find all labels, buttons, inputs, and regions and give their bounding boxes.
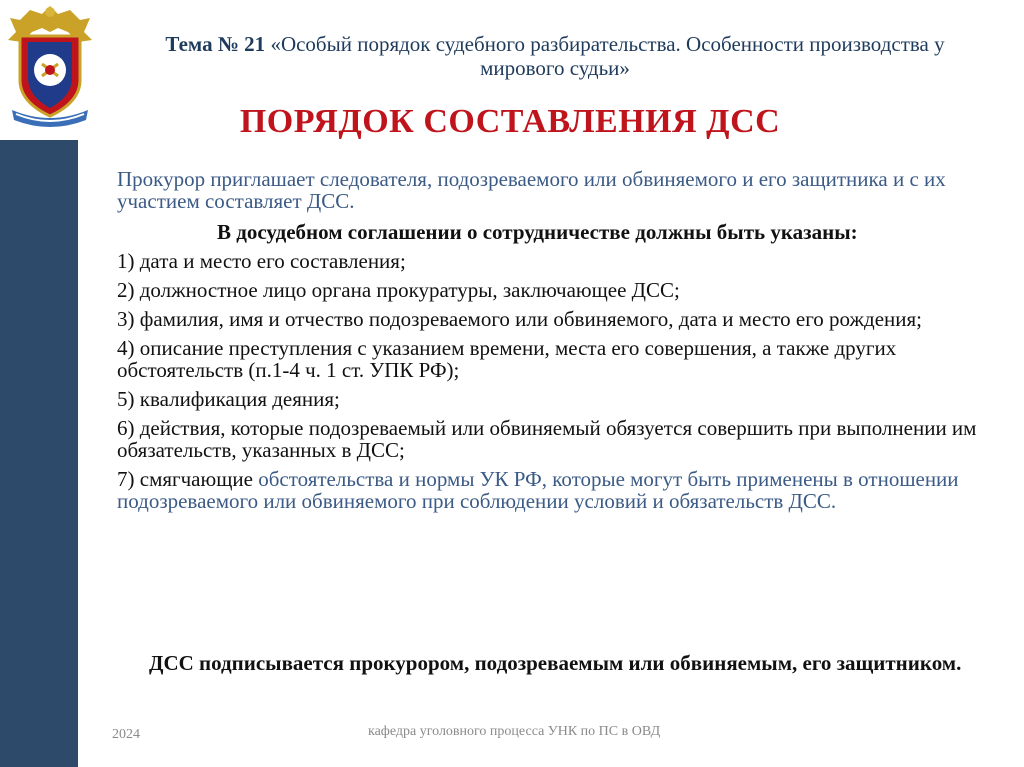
item7-start: 7) смягчающие: [117, 467, 259, 491]
intro-paragraph: Прокурор приглашает следователя, подозреваемого или обвиняемого и его защитника и с их участием составляет ДСС.: [117, 167, 946, 213]
signature-note: ДСС подписывается прокурором, подозреваемым или обвиняемым, его защитником.: [149, 651, 962, 675]
topic-text: «Особый порядок судебного разбирательства. Особенности производства у мирового судьи»: [265, 32, 945, 80]
list-item: 3) фамилия, имя и отчество подозреваемого или обвиняемого, дата и место его рождения;: [117, 307, 922, 331]
footer-department: кафедра уголовного процесса УНК по ПС в ОВД: [368, 724, 661, 739]
list-item-7: [117, 468, 997, 512]
list-item: 2) должностное лицо органа прокуратуры, заключающее ДСС;: [117, 278, 680, 302]
left-sidebar-bar: [0, 140, 78, 767]
lead-paragraph: В досудебном соглашении о сотрудничестве должны быть указаны:: [217, 220, 858, 244]
list-item: 6) действия, которые подозреваемый или обвиняемый обязуется совершить при выполнении им обязательств, указанных в ДСС;: [117, 416, 977, 462]
list-item: 5) квалификация деяния;: [117, 387, 340, 411]
list-item: 4) описание преступления с указанием времени, места его совершения, а также других обстоятельств (п.1-4 ч. 1 ст. УПК РФ);: [117, 336, 897, 382]
footer-year: 2024: [112, 727, 140, 742]
slide-body: [117, 168, 997, 519]
page-title: ПОРЯДОК СОСТАВЛЕНИЯ ДСС: [239, 103, 781, 140]
police-academy-emblem-icon: [2, 2, 98, 130]
list-item: 1) дата и место его составления;: [117, 249, 406, 273]
item7-rest: обстоятельства и нормы УК РФ, которые могут быть применены в отношении подозреваемого или обвиняемого при соблюдении условий и обязательств ДСС.: [117, 467, 959, 513]
topic-header: [140, 32, 970, 80]
topic-number: Тема № 21: [165, 32, 266, 56]
